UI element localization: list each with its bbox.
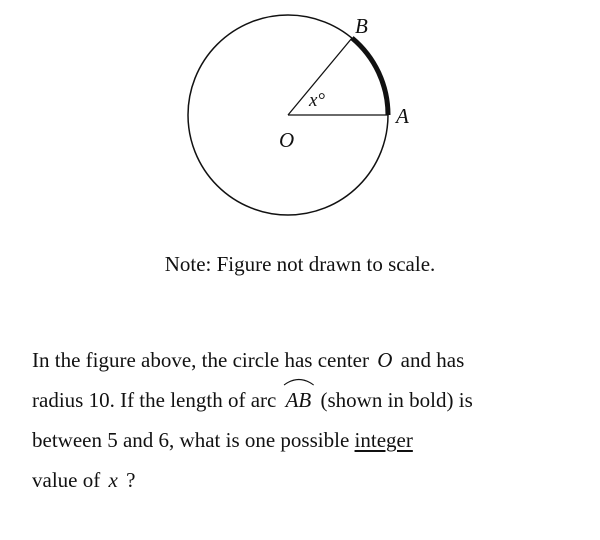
arc-symbol-icon: [284, 377, 314, 386]
center-label: O: [279, 128, 295, 152]
point-b-label: B: [355, 14, 368, 38]
bold-arc-ab: [352, 38, 388, 115]
question-text: [32, 340, 577, 500]
question-line-3: between 5 and 6, what is one possible integer: [32, 428, 413, 452]
center-variable: O: [377, 348, 393, 372]
angle-label: x°: [309, 90, 326, 111]
question-line-1: In the figure above, the circle has center O and has: [32, 348, 465, 372]
x-variable: x: [108, 468, 118, 492]
integer-emphasis: integer: [354, 428, 413, 452]
question-line-4: value of x ?: [32, 468, 136, 492]
figure-note: Note: Figure not drawn to scale.: [164, 252, 436, 276]
circle-figure: [0, 0, 600, 240]
arc-ab-label: AB: [282, 380, 316, 420]
question-line-2: radius 10. If the length of arc AB (shown in bold) is: [32, 380, 577, 420]
point-a-label: A: [396, 104, 409, 128]
